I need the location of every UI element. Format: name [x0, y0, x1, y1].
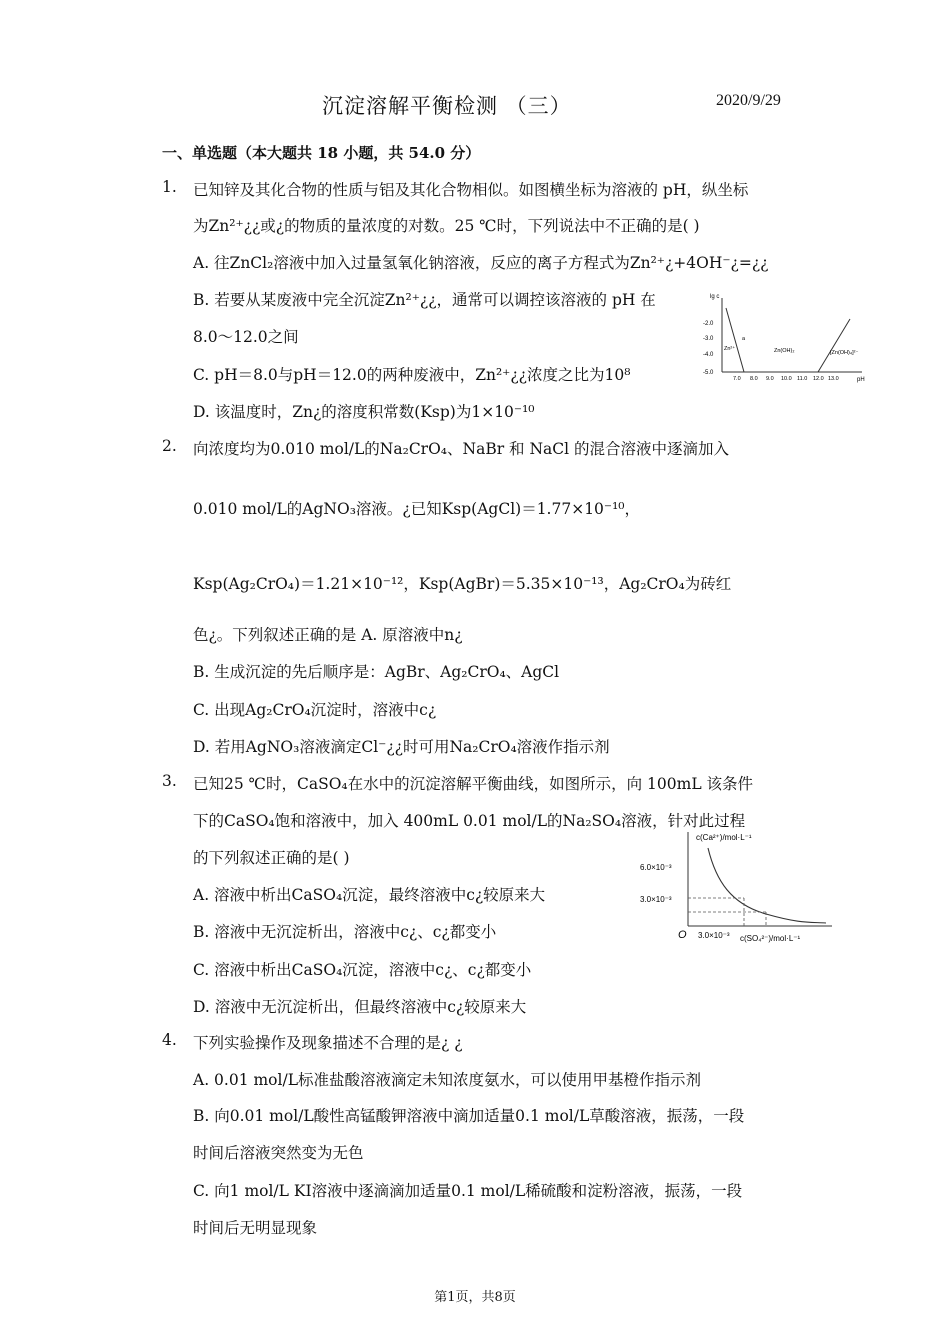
question-4-option-c: C. 向1 mol/L KI溶液中逐滴滴加适量0.1 mol/L稀硫酸和淀粉溶液，振荡，一段 [193, 1182, 743, 1200]
question-2-line-2: 0.010 mol/L的AgNO₃溶液。¿已知Ksp(AgCl)＝1.77×10⁻¹⁰， [193, 500, 641, 518]
question-4-number: 4. [162, 1031, 177, 1049]
question-2-line-4: 色¿。下列叙述正确的是 A. 原溶液中n¿ [193, 626, 463, 644]
section-heading: 一、单选题（本大题共 18 小题，共 54.0 分） [162, 144, 481, 162]
question-2-option-d: D. 若用AgNO₃溶液滴定Cl⁻¿¿时可用Na₂CrO₄溶液作指示剂 [193, 738, 610, 756]
question-2-line-3: Ksp(Ag₂CrO₄)＝1.21×10⁻¹²，Ksp(AgBr)＝5.35×10⁻¹³，Ag₂CrO₄为砖红 [193, 575, 732, 593]
fig2-origin: O [678, 929, 687, 941]
question-3-line-3: 的下列叙述正确的是( ) [193, 849, 350, 867]
question-1-number: 1. [162, 178, 177, 196]
question-4-option-b: B. 向0.01 mol/L酸性高锰酸钾溶液中滴加适量0.1 mol/L草酸溶液，振荡，一段 [193, 1107, 745, 1125]
question-2-option-b: B. 生成沉淀的先后顺序是：AgBr、Ag₂CrO₄、AgCl [193, 663, 560, 681]
question-1-line-1: 已知锌及其化合物的性质与铝及其化合物相似。如图横坐标为溶液的 pH，纵坐标 [193, 181, 749, 199]
question-3-option-a: A. 溶液中析出CaSO₄沉淀，最终溶液中c¿较原来大 [193, 886, 546, 904]
fig1-xtick: 13.0 [828, 376, 839, 382]
fig2-ytick: 3.0×10⁻³ [640, 895, 672, 904]
question-4-option-c-cont: 时间后无明显现象 [193, 1219, 318, 1237]
fig1-label-zn: Zn²⁺ [724, 346, 736, 352]
question-3-option-d: D. 溶液中无沉淀析出，但最终溶液中c¿较原来大 [193, 998, 527, 1016]
fig1-ytick: -4.0 [703, 352, 714, 358]
question-3-number: 3. [162, 772, 177, 790]
fig2-xtick: 3.0×10⁻³ [698, 931, 730, 940]
fig1-xtick: 9.0 [766, 376, 774, 382]
question-1-line-2: 为Zn²⁺¿¿或¿的物质的量浓度的对数。25 ℃时，下列说法中不正确的是( ) [193, 217, 700, 235]
question-4-option-b-cont: 时间后溶液突然变为无色 [193, 1144, 364, 1162]
fig1-ytick: -2.0 [703, 321, 714, 327]
page-footer: 第1页，共8页 [434, 1290, 516, 1305]
fig1-label-a: a [742, 336, 746, 342]
fig1-xtick: 10.0 [781, 376, 792, 382]
question-2-line-1: 向浓度均为0.010 mol/L的Na₂CrO₄、NaBr 和 NaCl 的混合溶液中逐滴加入 [193, 440, 730, 458]
question-1-option-d: D. 该温度时，Zn¿的溶度积常数(Ksp)为1×10⁻¹⁰ [193, 403, 535, 421]
question-2-option-c: C. 出现Ag₂CrO₄沉淀时，溶液中c¿ [193, 701, 437, 719]
zn-ph-diagram [700, 288, 870, 388]
question-3-line-1: 已知25 ℃时，CaSO₄在水中的沉淀溶解平衡曲线，如图所示，向 100mL 该条件 [193, 775, 754, 793]
fig1-curve-right [818, 319, 850, 372]
question-1-option-b-cont: 8.0～12.0之间 [193, 328, 299, 346]
fig1-label-oh: Zn(OH)₂ [774, 348, 795, 354]
fig1-ytick: -5.0 [703, 370, 714, 376]
question-3-line-2: 下的CaSO₄饱和溶液中，加入 400mL 0.01 mol/L的Na₂SO₄溶液，针对此过程 [193, 812, 746, 830]
fig1-xtick: 8.0 [750, 376, 758, 382]
question-2-number: 2. [162, 437, 177, 455]
date: 2020/9/29 [716, 92, 781, 109]
fig2-ytick: 6.0×10⁻³ [640, 863, 672, 872]
fig1-xlabel: pH [857, 377, 865, 383]
caso4-solubility-curve [636, 826, 836, 946]
question-3-option-b: B. 溶液中无沉淀析出，溶液中c¿、c¿都变小 [193, 923, 497, 941]
fig1-xtick: 11.0 [797, 376, 808, 382]
question-1-option-a: A. 往ZnCl₂溶液中加入过量氢氧化钠溶液，反应的离子方程式为Zn²⁺¿+4OH⁻¿=¿¿ [193, 254, 769, 272]
fig1-xtick: 7.0 [733, 376, 741, 382]
fig1-label-complex: [Zn(OH)₄]²⁻ [830, 350, 859, 356]
question-1-option-c: C. pH＝8.0与pH＝12.0的两种废液中，Zn²⁺¿¿浓度之比为10⁸ [193, 366, 631, 384]
fig1-xtick: 12.0 [813, 376, 824, 382]
fig2-xlabel: c(SO₄²⁻)/mol·L⁻¹ [740, 934, 801, 943]
fig1-ytick: -3.0 [703, 336, 714, 342]
question-4-option-a: A. 0.01 mol/L标准盐酸溶液滴定未知浓度氨水，可以使用甲基橙作指示剂 [193, 1071, 701, 1089]
fig1-ylabel: lg c [710, 294, 720, 300]
question-1-option-b: B. 若要从某废液中完全沉淀Zn²⁺¿¿，通常可以调控该溶液的 pH 在 [193, 291, 656, 309]
fig2-ylabel: c(Ca²⁺)/mol·L⁻¹ [696, 833, 752, 842]
page-title: 沉淀溶解平衡检测 （三） [322, 94, 572, 118]
question-4-line-1: 下列实验操作及现象描述不合理的是¿ ¿ [193, 1034, 463, 1052]
question-3-option-c: C. 溶液中析出CaSO₄沉淀，溶液中c¿、c¿都变小 [193, 961, 532, 979]
